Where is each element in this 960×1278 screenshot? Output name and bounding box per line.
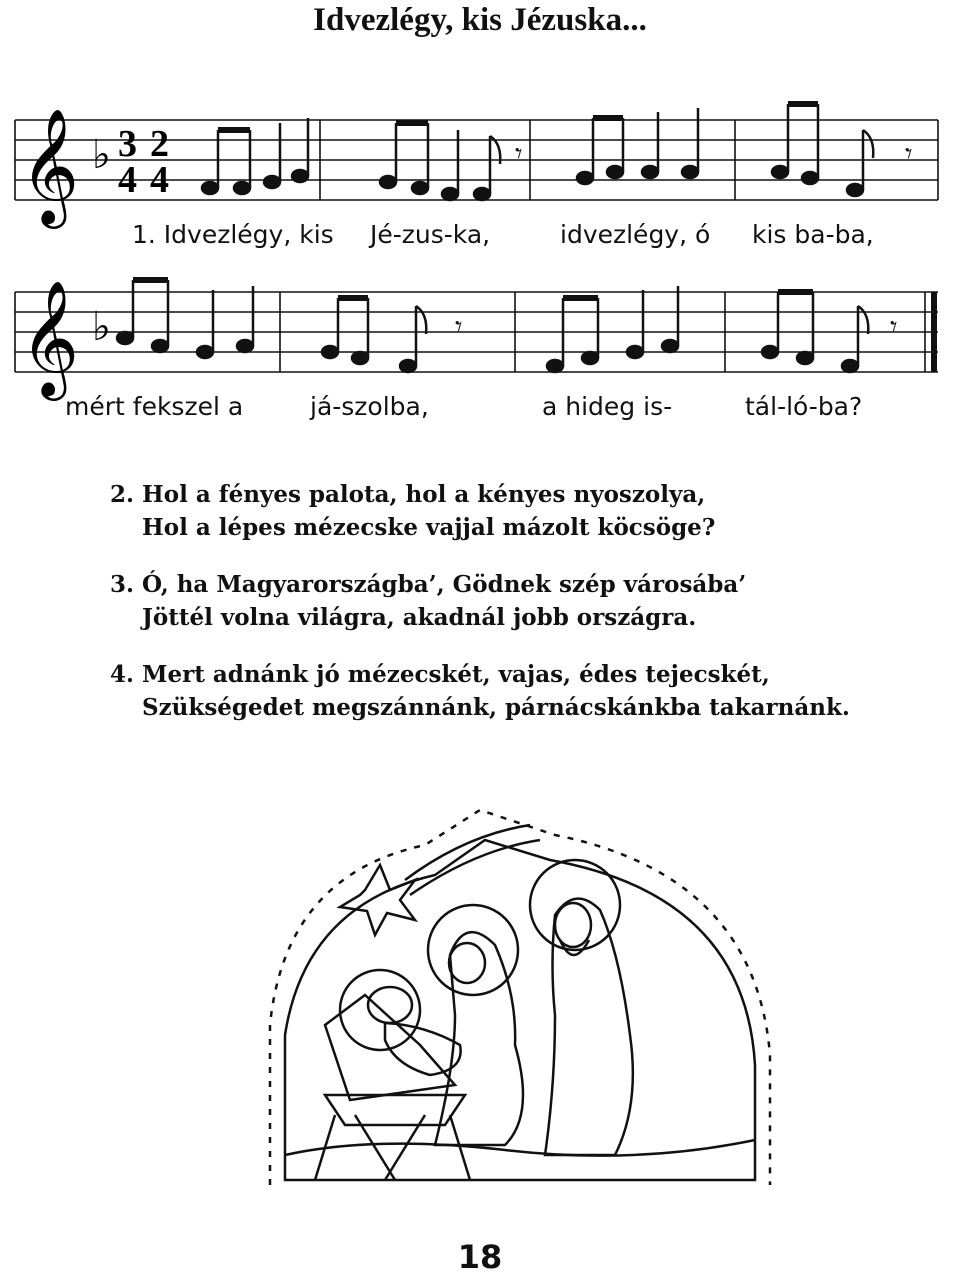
lyric-line-2-part-1: mért fekszel a — [65, 392, 244, 421]
verse-line: Szükségedet megszánnánk, párnácskánkba takarnánk. — [142, 694, 850, 721]
verse-number: 4. — [110, 661, 135, 688]
page-title: Idvezlégy, kis Jézuska... — [313, 2, 647, 38]
svg-text:𝄾: 𝄾 — [455, 310, 463, 343]
page-number: 18 — [457, 1238, 503, 1276]
lyric-line-2-part-3: a hideg is- — [542, 392, 673, 421]
verse-line: Jöttél volna világra, akadnál jobb országra. — [142, 604, 697, 631]
notes-line-2 — [117, 280, 868, 372]
rests-line-1 — [515, 137, 912, 170]
lyric-line-1-part-2: Jé-zus-ka, — [370, 220, 491, 249]
svg-text:3: 3 — [118, 123, 137, 165]
svg-text:2: 2 — [150, 123, 169, 165]
lyric-line-2-part-2: já-szolba, — [310, 392, 429, 421]
treble-clef-icon: 𝄞 — [20, 107, 80, 224]
flat-icon: ♭ — [92, 304, 111, 350]
rests-line-2 — [455, 310, 897, 343]
svg-text:4: 4 — [118, 159, 137, 201]
lyric-line-1-part-1: 1. Idvezlégy, kis — [132, 220, 334, 249]
verse-line: Hol a fényes palota, hol a kényes nyoszolya, — [142, 481, 706, 508]
verse-4 — [110, 658, 850, 724]
notes-line-1 — [202, 104, 873, 200]
lyric-line-1-part-4: kis ba-ba, — [752, 220, 874, 249]
verse-2 — [110, 478, 715, 544]
svg-text:𝄾: 𝄾 — [515, 137, 523, 170]
verse-3 — [110, 568, 746, 634]
verse-line: Ó, ha Magyarországba’, Gödnek szép városába’ — [142, 571, 747, 598]
time-signature — [118, 123, 169, 201]
verse-number: 3. — [110, 571, 135, 598]
verse-line: Mert adnánk jó mézecskét, vajas, édes tejecskét, — [142, 661, 770, 688]
lyric-line-1-part-3: idvezlégy, ó — [560, 220, 711, 249]
svg-text:𝄾: 𝄾 — [890, 310, 898, 343]
nativity-illustration — [255, 795, 785, 1195]
verse-line: Hol a lépes mézecske vajjal mázolt köcsöge? — [142, 514, 716, 541]
svg-text:𝄾: 𝄾 — [905, 137, 913, 170]
lyric-line-2-part-4: tál-ló-ba? — [745, 392, 863, 421]
svg-text:4: 4 — [150, 159, 169, 201]
verse-number: 2. — [110, 481, 135, 508]
flat-icon: ♭ — [92, 132, 111, 178]
treble-clef-icon: 𝄞 — [20, 279, 80, 396]
